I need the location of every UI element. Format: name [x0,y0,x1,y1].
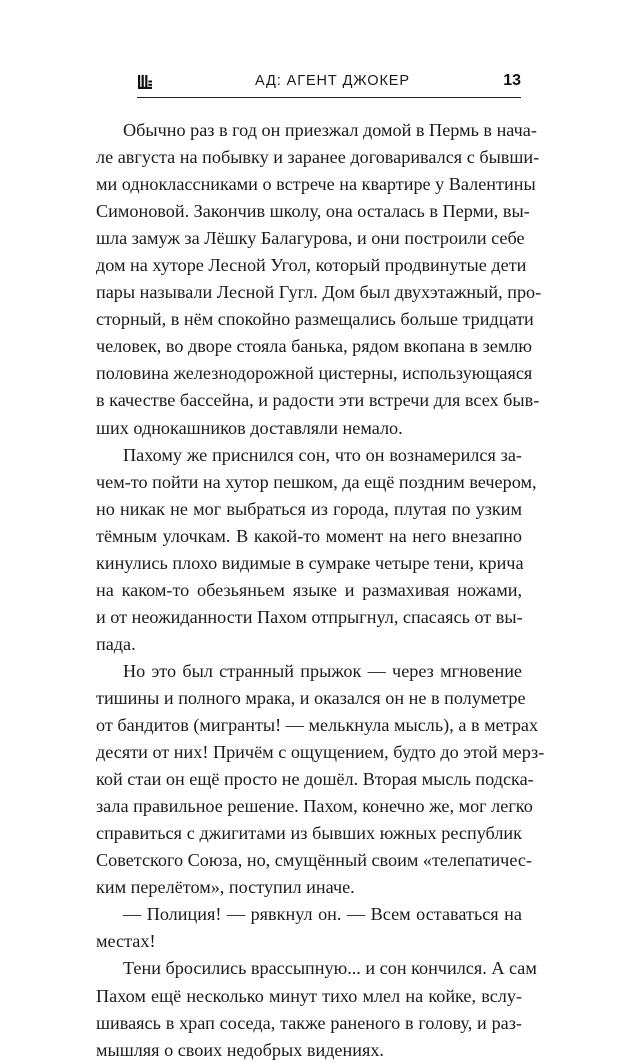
text-line: шиваясь в храп соседа, также раненого в голову, и раз- [96,1012,522,1033]
text-line: ле августа на побывку и заранее договаривался с бывши- [96,147,540,168]
text-line: сторный, в нём спокойно размещались больше тридцати [96,309,534,330]
text-line: Симоновой. Закончив школу, она осталась в Перми, вы- [96,201,530,222]
text-line: пада. [96,633,136,654]
text-line: ших однокашников доставляли немало. [96,417,403,438]
text-line: Тени бросились врассыпную... и сон кончился. А сам [123,958,537,979]
text-line: Пахому же приснился сон, что он вознамерился за- [123,444,522,465]
text-line: дом на хуторе Лесной Угол, который продвинутые дети [96,255,527,276]
text-line: Советского Союза, но, смущённый своим «телепатичес- [96,850,532,871]
text-line: кинулись плохо видимые в сумраке четыре тени, крича [96,552,524,573]
text-line: от бандитов (мигранты! — мелькнула мысль), а в метрах [96,715,539,736]
text-line: шла замуж за Лёшку Балагурова, и они построили себе [96,228,525,249]
page-number: 13 [503,72,521,89]
text-line: человек, во дворе стояла банька, рядом вкопана в землю [96,336,533,357]
publisher-logo-icon [137,74,153,90]
text-line: половина железнодорожной цистерны, использующаяся [96,363,533,384]
text-line: кой стаи он ещё просто не дошёл. Вторая мысль подска- [96,769,534,790]
text-line: Пахом ещё несколько минут тихо млел на койке, вслу- [96,985,522,1006]
text-line: Но это был странный прыжок — через мгновение [123,660,522,681]
text-line: зала правильное решение. Пахом, конечно же, мог легко [96,796,533,817]
header-divider [137,97,521,98]
text-line: ким перелётом», поступил иначе. [96,877,355,898]
running-title: АД: АГЕНТ ДЖОКЕР [255,73,410,89]
text-line: тёмным улочкам. В какой-то момент на него внезапно [96,525,522,546]
text-line: мышляя о своих недобрых видениях. [96,1039,384,1060]
text-line: пары называли Лесной Гугл. Дом был двухэтажный, про- [96,282,542,303]
text-line: но никак не мог выбраться из города, плутая по узким [96,498,522,519]
text-line: местах! [96,931,156,952]
text-line: ми одноклассниками о встрече на квартире у Валентины [96,174,536,195]
text-line: тишины и полного мрака, и оказался он не в полуметре [96,687,526,708]
text-line: — Полиция! — рявкнул он. — Всем оставаться на [123,904,522,925]
text-line: Обычно раз в год он приезжал домой в Пермь в нача- [123,120,537,140]
body-text [96,117,545,1064]
text-line: в качестве бассейна, и радости эти встречи для всех быв- [96,390,540,411]
text-line: на каком-то обезьяньем языке и размахивая ножами, [96,579,522,600]
text-line: чем-то пойти на хутор пешком, да ещё поздним вечером, [96,471,537,492]
text-line: справиться с джигитами из бывших южных республик [96,823,522,844]
text-line: и от неожиданности Пахом отпрыгнул, спасаясь от вы- [96,606,523,627]
running-header [137,72,521,94]
text-line: десяти от них! Причём с ощущением, будто до этой мерз- [96,742,545,763]
